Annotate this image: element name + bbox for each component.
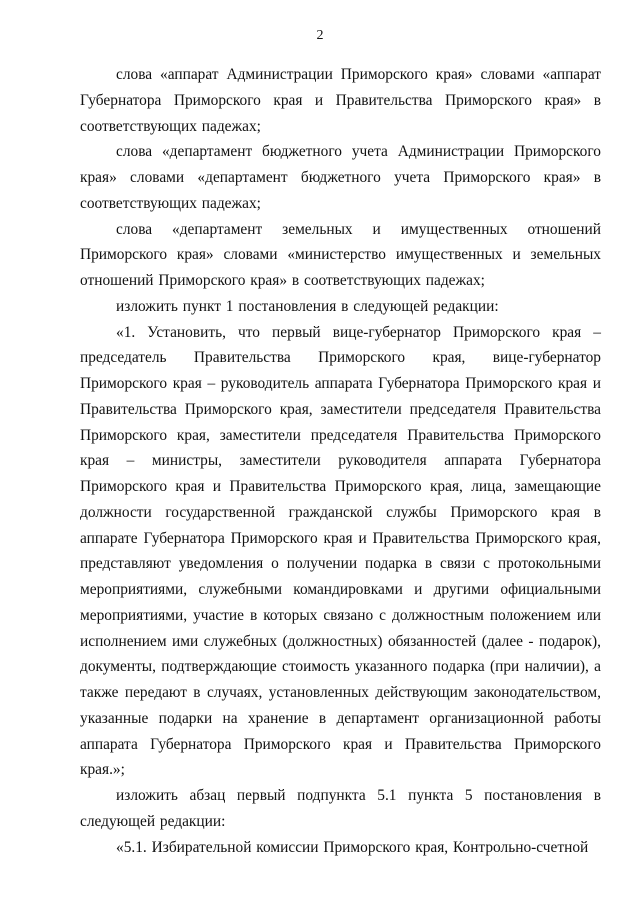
document-body xyxy=(80,62,601,860)
paragraph-land-department-rename: слова «департамент земельных и имущественных отношений Приморского края» словами «министерство имущественных и земельных отношений Приморского края» в соответствующих падежах; xyxy=(80,220,601,289)
paragraph-apparatus-rename: слова «аппарат Администрации Приморского края» словами «аппарат Губернатора Приморского края и Правительства Приморского края» в соответствующих падежах; xyxy=(80,66,601,135)
page-number: 2 xyxy=(316,28,324,43)
paragraph-point-1-intro: изложить пункт 1 постановления в следующей редакции: xyxy=(116,297,499,315)
paragraph-point-1-text: «1. Установить, что первый вице-губернатор Приморского края – председатель Правительства Приморского края, вице-губернатор Приморского края – руководитель аппарата Губернатора Приморского края и Правительства Приморского края, заместители председателя Правительства Приморского края, заместители председателя Правительства Приморского края – министры, заместители руководителя аппарата Губернатора Приморского края и Правительства Приморского края, лица, замещающие должности государственной гражданской службы Приморского края в аппарате Губернатора Приморского края и Правительства Приморского края, представляют уведомления о получении подарка в связи с протокольными мероприятиями, служебными командировками и другими официальными мероприятиями, участие в которых связано с должностным положением или исполнением ими служебных (должностных) обязанностей (далее - подарок), документы, подтверждающие стоимость указанного подарка (при наличии), а также передают в случаях, установленных действующим законодательством, указанные подарки на хранение в департамент организационной работы аппарата Губернатора Приморского края и Правительства Приморского края.»; xyxy=(80,323,601,779)
paragraph-budget-department-rename: слова «департамент бюджетного учета Администрации Приморского края» словами «департамент бюджетного учета Приморского края» в соответствующих падежах; xyxy=(80,143,601,212)
paragraph-subpoint-5-1-text: «5.1. Избирательной комиссии Приморского края, Контрольно-счетной xyxy=(116,838,589,856)
paragraph-subpoint-5-1-intro: изложить абзац первый подпункта 5.1 пункта 5 постановления в следующей редакции: xyxy=(80,787,601,830)
